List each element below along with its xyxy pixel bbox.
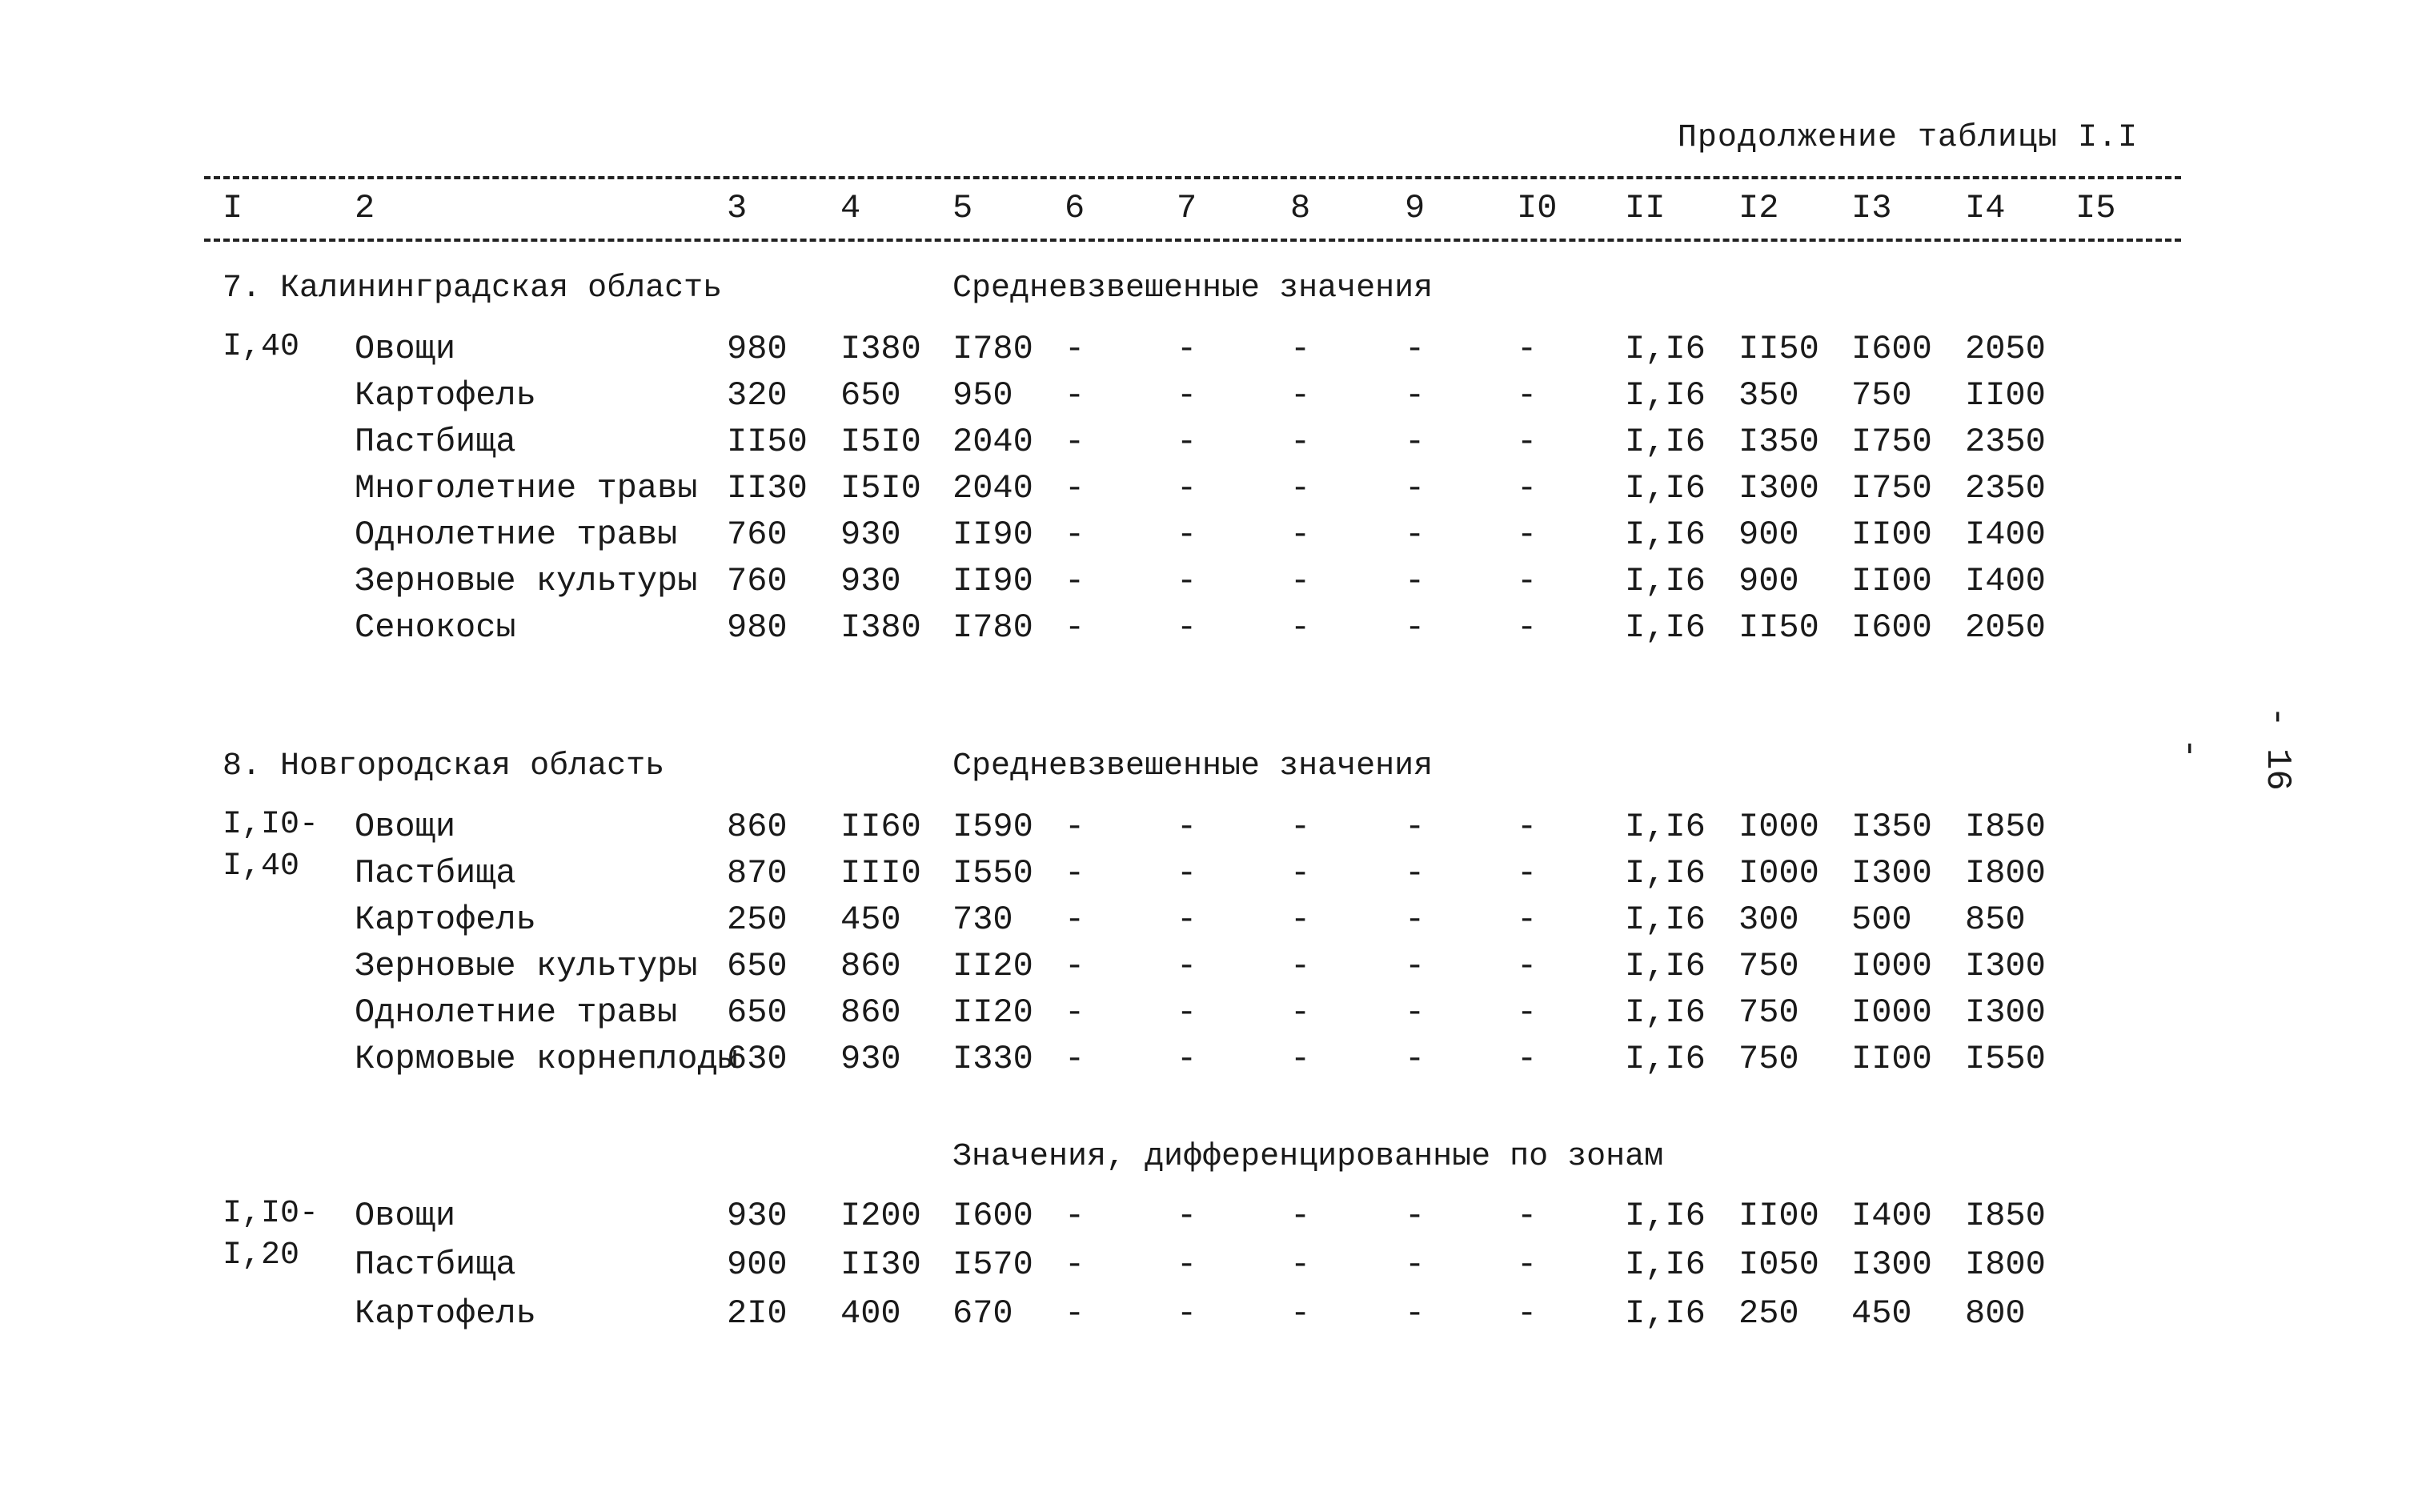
table-cell: I800 [1965, 854, 2046, 892]
header-bottom-rule [204, 239, 2181, 242]
table-cell: - [1290, 1294, 1311, 1333]
table-cell: - [1065, 808, 1085, 846]
table-cell: 930 [840, 562, 901, 600]
table-cell: - [1065, 993, 1085, 1032]
table-cell: - [1177, 1197, 1197, 1235]
table-cell: 750 [1738, 947, 1799, 985]
table-cell: II30 [840, 1245, 921, 1284]
table-cell: - [1517, 423, 1538, 461]
table-cell: - [1290, 1245, 1311, 1284]
table-cell: I,I6 [1625, 1245, 1706, 1284]
table-cell: - [1065, 562, 1085, 600]
table-cell: I400 [1965, 562, 2046, 600]
table-cell: - [1517, 608, 1538, 647]
table-cell: II90 [952, 515, 1033, 554]
row-name: Кормовые корнеплоды [355, 1040, 738, 1078]
table-cell: - [1177, 1294, 1197, 1333]
table-cell: - [1405, 808, 1426, 846]
header-col-5: 5 [952, 189, 973, 227]
table-cell: - [1517, 562, 1538, 600]
table-cell: - [1065, 423, 1085, 461]
table-cell: I,I6 [1625, 1197, 1706, 1235]
row-name: Однолетние травы [355, 515, 678, 554]
table-cell: - [1405, 469, 1426, 507]
row-name: Овощи [355, 1197, 456, 1235]
header-col-6: 6 [1065, 189, 1085, 227]
table-cell: 300 [1738, 900, 1799, 939]
table-cell: - [1405, 515, 1426, 554]
table-cell: 2040 [952, 469, 1033, 507]
table-cell: - [1290, 900, 1311, 939]
header-col-4: 4 [840, 189, 861, 227]
table-cell: I400 [1851, 1197, 1932, 1235]
table-cell: - [1290, 854, 1311, 892]
row-name: Однолетние травы [355, 993, 678, 1032]
table-cell: 2350 [1965, 469, 2046, 507]
table-cell: - [1065, 515, 1085, 554]
table-cell: III0 [840, 854, 921, 892]
table-cell: II90 [952, 562, 1033, 600]
table-cell: 670 [952, 1294, 1013, 1333]
table-cell: I300 [1965, 993, 2046, 1032]
group-label: I,I0- I,20 [223, 1196, 319, 1273]
table-cell: - [1290, 1197, 1311, 1235]
table-cell: I400 [1965, 515, 2046, 554]
block-subtitle: Средневзвешенные значения [952, 271, 1434, 307]
table-cell: - [1290, 1040, 1311, 1078]
table-cell: I050 [1738, 1245, 1819, 1284]
table-cell: - [1177, 947, 1197, 985]
table-cell: 900 [727, 1245, 788, 1284]
table-cell: - [1177, 562, 1197, 600]
table-cell: - [1517, 330, 1538, 368]
table-cell: - [1177, 1245, 1197, 1284]
table-cell: II50 [1738, 330, 1819, 368]
header-col-11: II [1625, 189, 1666, 227]
table-cell: 900 [1738, 515, 1799, 554]
table-cell: - [1405, 608, 1426, 647]
table-cell: - [1177, 469, 1197, 507]
row-name: Пастбища [355, 423, 516, 461]
table-cell: II00 [1738, 1197, 1819, 1235]
table-cell: I600 [952, 1197, 1033, 1235]
table-cell: I,I6 [1625, 423, 1706, 461]
table-cell: I,I6 [1625, 515, 1706, 554]
section-title: 7. Калининградская область [223, 271, 723, 307]
table-cell: - [1517, 1040, 1538, 1078]
table-cell: - [1177, 423, 1197, 461]
table-cell: - [1405, 900, 1426, 939]
table-cell: - [1065, 376, 1085, 415]
table-cell: 2I0 [727, 1294, 788, 1333]
table-cell: I550 [1965, 1040, 2046, 1078]
table-cell: I330 [952, 1040, 1033, 1078]
table-cell: I780 [952, 608, 1033, 647]
group-label: I,I0- I,40 [223, 807, 319, 884]
table-cell: 2040 [952, 423, 1033, 461]
block-subtitle: Значения, дифференцированные по зонам [952, 1139, 1664, 1175]
table-cell: 750 [1738, 993, 1799, 1032]
row-name: Пастбища [355, 854, 516, 892]
table-cell: 750 [1738, 1040, 1799, 1078]
table-cell: I,I6 [1625, 376, 1706, 415]
table-cell: - [1517, 1294, 1538, 1333]
table-cell: - [1405, 330, 1426, 368]
table-cell: 2050 [1965, 608, 2046, 647]
table-cell: 630 [727, 1040, 788, 1078]
section-title: 8. Новгородская область [223, 748, 665, 784]
table-cell: I,I6 [1625, 947, 1706, 985]
table-cell: I,I6 [1625, 469, 1706, 507]
table-cell: I300 [1851, 854, 1932, 892]
table-cell: - [1177, 376, 1197, 415]
table-cell: I,I6 [1625, 900, 1706, 939]
table-cell: 650 [840, 376, 901, 415]
table-cell: - [1065, 854, 1085, 892]
table-cell: I600 [1851, 608, 1932, 647]
table-cell: - [1290, 515, 1311, 554]
table-cell: - [1405, 854, 1426, 892]
table-cell: I300 [1738, 469, 1819, 507]
table-cell: II50 [727, 423, 808, 461]
table-cell: - [1065, 330, 1085, 368]
table-cell: 860 [840, 993, 901, 1032]
table-cell: 400 [840, 1294, 901, 1333]
row-name: Многолетние травы [355, 469, 698, 507]
table-cell: I590 [952, 808, 1033, 846]
table-cell: 980 [727, 330, 788, 368]
table-cell: - [1177, 993, 1197, 1032]
table-cell: - [1517, 993, 1538, 1032]
header-col-14: I4 [1965, 189, 2006, 227]
table-cell: I,I6 [1625, 1294, 1706, 1333]
table-cell: - [1517, 1245, 1538, 1284]
table-cell: 900 [1738, 562, 1799, 600]
table-cell: - [1177, 808, 1197, 846]
table-cell: I850 [1965, 1197, 2046, 1235]
table-cell: - [1405, 993, 1426, 1032]
table-cell: I780 [952, 330, 1033, 368]
table-cell: - [1065, 1294, 1085, 1333]
header-top-rule [204, 176, 2181, 179]
table-cell: 450 [840, 900, 901, 939]
table-cell: - [1405, 1040, 1426, 1078]
table-cell: 250 [727, 900, 788, 939]
table-cell: - [1177, 608, 1197, 647]
table-cell: 650 [727, 947, 788, 985]
table-cell: 930 [840, 1040, 901, 1078]
table-cell: 860 [840, 947, 901, 985]
table-cell: - [1290, 469, 1311, 507]
table-cell: - [1290, 376, 1311, 415]
table-cell: - [1405, 1294, 1426, 1333]
table-cell: - [1405, 423, 1426, 461]
header-col-15: I5 [2075, 189, 2116, 227]
table-cell: II20 [952, 993, 1033, 1032]
table-cell: - [1517, 947, 1538, 985]
header-col-13: I3 [1851, 189, 1892, 227]
table-cell: - [1517, 900, 1538, 939]
table-cell: I,I6 [1625, 330, 1706, 368]
header-col-7: 7 [1177, 189, 1197, 227]
table-cell: 650 [727, 993, 788, 1032]
table-cell: I750 [1851, 423, 1932, 461]
table-cell: - [1290, 608, 1311, 647]
header-col-3: 3 [727, 189, 748, 227]
table-cell: - [1405, 1197, 1426, 1235]
row-name: Овощи [355, 330, 456, 368]
table-cell: 450 [1851, 1294, 1912, 1333]
table-cell: I380 [840, 330, 921, 368]
table-cell: I350 [1738, 423, 1819, 461]
table-cell: I,I6 [1625, 993, 1706, 1032]
table-cell: 950 [952, 376, 1013, 415]
table-cell: - [1065, 608, 1085, 647]
table-cell: 850 [1965, 900, 2026, 939]
table-cell: 350 [1738, 376, 1799, 415]
table-cell: - [1177, 900, 1197, 939]
table-cell: - [1517, 854, 1538, 892]
row-name: Картофель [355, 1294, 536, 1333]
table-cell: 730 [952, 900, 1013, 939]
table-cell: 750 [1851, 376, 1912, 415]
table-cell: - [1177, 330, 1197, 368]
table-cell: 930 [727, 1197, 788, 1235]
page-number: - 16 - [2169, 706, 2297, 791]
table-cell: - [1065, 1040, 1085, 1078]
table-cell: - [1290, 947, 1311, 985]
table-cell: - [1405, 947, 1426, 985]
table-cell: I300 [1851, 1245, 1932, 1284]
table-cell: I5I0 [840, 423, 921, 461]
table-cell: II50 [1738, 608, 1819, 647]
table-cell: - [1405, 376, 1426, 415]
table-cell: 870 [727, 854, 788, 892]
table-cell: 250 [1738, 1294, 1799, 1333]
table-cell: I000 [1738, 808, 1819, 846]
table-caption: Продолжение таблицы I.I [1677, 120, 2138, 156]
table-cell: I850 [1965, 808, 2046, 846]
table-cell: I570 [952, 1245, 1033, 1284]
row-name: Картофель [355, 376, 536, 415]
header-col-12: I2 [1738, 189, 1779, 227]
table-cell: 760 [727, 515, 788, 554]
row-name: Сенокосы [355, 608, 516, 647]
header-col-8: 8 [1290, 189, 1311, 227]
block-subtitle: Средневзвешенные значения [952, 748, 1434, 784]
row-name: Зерновые культуры [355, 947, 698, 985]
table-cell: I750 [1851, 469, 1932, 507]
row-name: Зерновые культуры [355, 562, 698, 600]
table-cell: 500 [1851, 900, 1912, 939]
table-cell: - [1290, 423, 1311, 461]
table-cell: 980 [727, 608, 788, 647]
table-cell: - [1290, 562, 1311, 600]
row-name: Овощи [355, 808, 456, 846]
header-col-1: I [223, 189, 243, 227]
table-cell: II00 [1851, 515, 1932, 554]
table-cell: - [1405, 562, 1426, 600]
table-cell: I,I6 [1625, 854, 1706, 892]
table-cell: I550 [952, 854, 1033, 892]
table-cell: 2050 [1965, 330, 2046, 368]
table-cell: - [1065, 1245, 1085, 1284]
table-cell: - [1290, 330, 1311, 368]
table-cell: I000 [1851, 993, 1932, 1032]
table-cell: II00 [1851, 562, 1932, 600]
table-cell: 2350 [1965, 423, 2046, 461]
table-cell: II60 [840, 808, 921, 846]
table-cell: - [1517, 1197, 1538, 1235]
table-cell: I000 [1851, 947, 1932, 985]
table-cell: 320 [727, 376, 788, 415]
table-cell: I600 [1851, 330, 1932, 368]
table-cell: - [1517, 376, 1538, 415]
table-cell: I,I6 [1625, 808, 1706, 846]
table-cell: - [1065, 900, 1085, 939]
table-cell: II00 [1965, 376, 2046, 415]
table-cell: - [1177, 854, 1197, 892]
table-cell: - [1177, 515, 1197, 554]
table-cell: - [1065, 469, 1085, 507]
table-cell: - [1517, 515, 1538, 554]
table-cell: I,I6 [1625, 1040, 1706, 1078]
table-cell: II20 [952, 947, 1033, 985]
header-col-9: 9 [1405, 189, 1426, 227]
row-name: Картофель [355, 900, 536, 939]
table-cell: I800 [1965, 1245, 2046, 1284]
table-cell: I380 [840, 608, 921, 647]
table-cell: 930 [840, 515, 901, 554]
table-cell: - [1517, 469, 1538, 507]
table-cell: - [1405, 1245, 1426, 1284]
row-name: Пастбища [355, 1245, 516, 1284]
table-cell: - [1065, 947, 1085, 985]
table-cell: I5I0 [840, 469, 921, 507]
table-cell: 800 [1965, 1294, 2026, 1333]
table-cell: I200 [840, 1197, 921, 1235]
table-cell: I000 [1738, 854, 1819, 892]
header-col-2: 2 [355, 189, 375, 227]
table-cell: II00 [1851, 1040, 1932, 1078]
table-cell: I350 [1851, 808, 1932, 846]
table-cell: 760 [727, 562, 788, 600]
table-cell: I,I6 [1625, 608, 1706, 647]
table-cell: - [1517, 808, 1538, 846]
table-cell: - [1065, 1197, 1085, 1235]
table-cell: I300 [1965, 947, 2046, 985]
group-label: I,40 [223, 329, 300, 365]
header-col-10: I0 [1517, 189, 1558, 227]
table-cell: - [1290, 993, 1311, 1032]
table-cell: 860 [727, 808, 788, 846]
table-cell: II30 [727, 469, 808, 507]
table-cell: I,I6 [1625, 562, 1706, 600]
table-cell: - [1177, 1040, 1197, 1078]
table-cell: - [1290, 808, 1311, 846]
